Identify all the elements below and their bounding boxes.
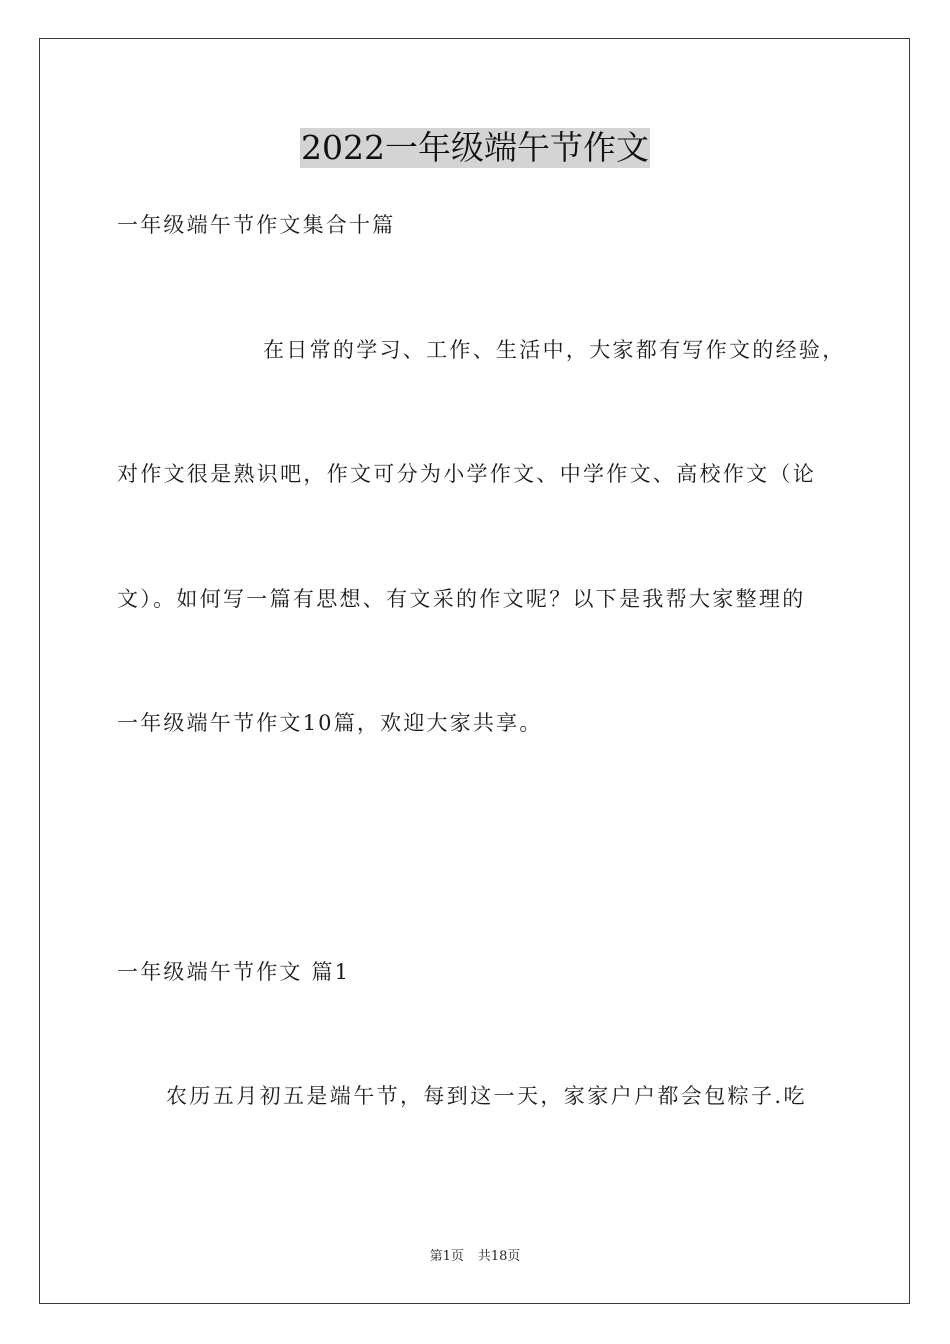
section-heading: 一年级端午节作文 篇1 bbox=[117, 960, 351, 984]
intro-line-2: 对作文很是熟识吧，作文可分为小学作文、中学作文、高校作文（论 bbox=[117, 462, 816, 486]
document-subtitle: 一年级端午节作文集合十篇 bbox=[117, 213, 396, 237]
title-container bbox=[0, 128, 950, 168]
section-line-1: 农历五月初五是端午节，每到这一天，家家户户都会包粽子.吃 bbox=[166, 1084, 807, 1108]
page-total: 共18页 bbox=[477, 1249, 521, 1264]
document-title: 2022一年级端午节作文 bbox=[301, 128, 649, 167]
page-footer bbox=[0, 1248, 950, 1266]
page-number: 第1页 bbox=[429, 1249, 464, 1264]
intro-line-3: 文）。如何写一篇有思想、有文采的作文呢？以下是我帮大家整理的 bbox=[117, 587, 806, 611]
intro-line-4: 一年级端午节作文10篇，欢迎大家共享。 bbox=[117, 711, 543, 735]
intro-line-1: 在日常的学习、工作、生活中，大家都有写作文的经验， bbox=[263, 338, 846, 362]
